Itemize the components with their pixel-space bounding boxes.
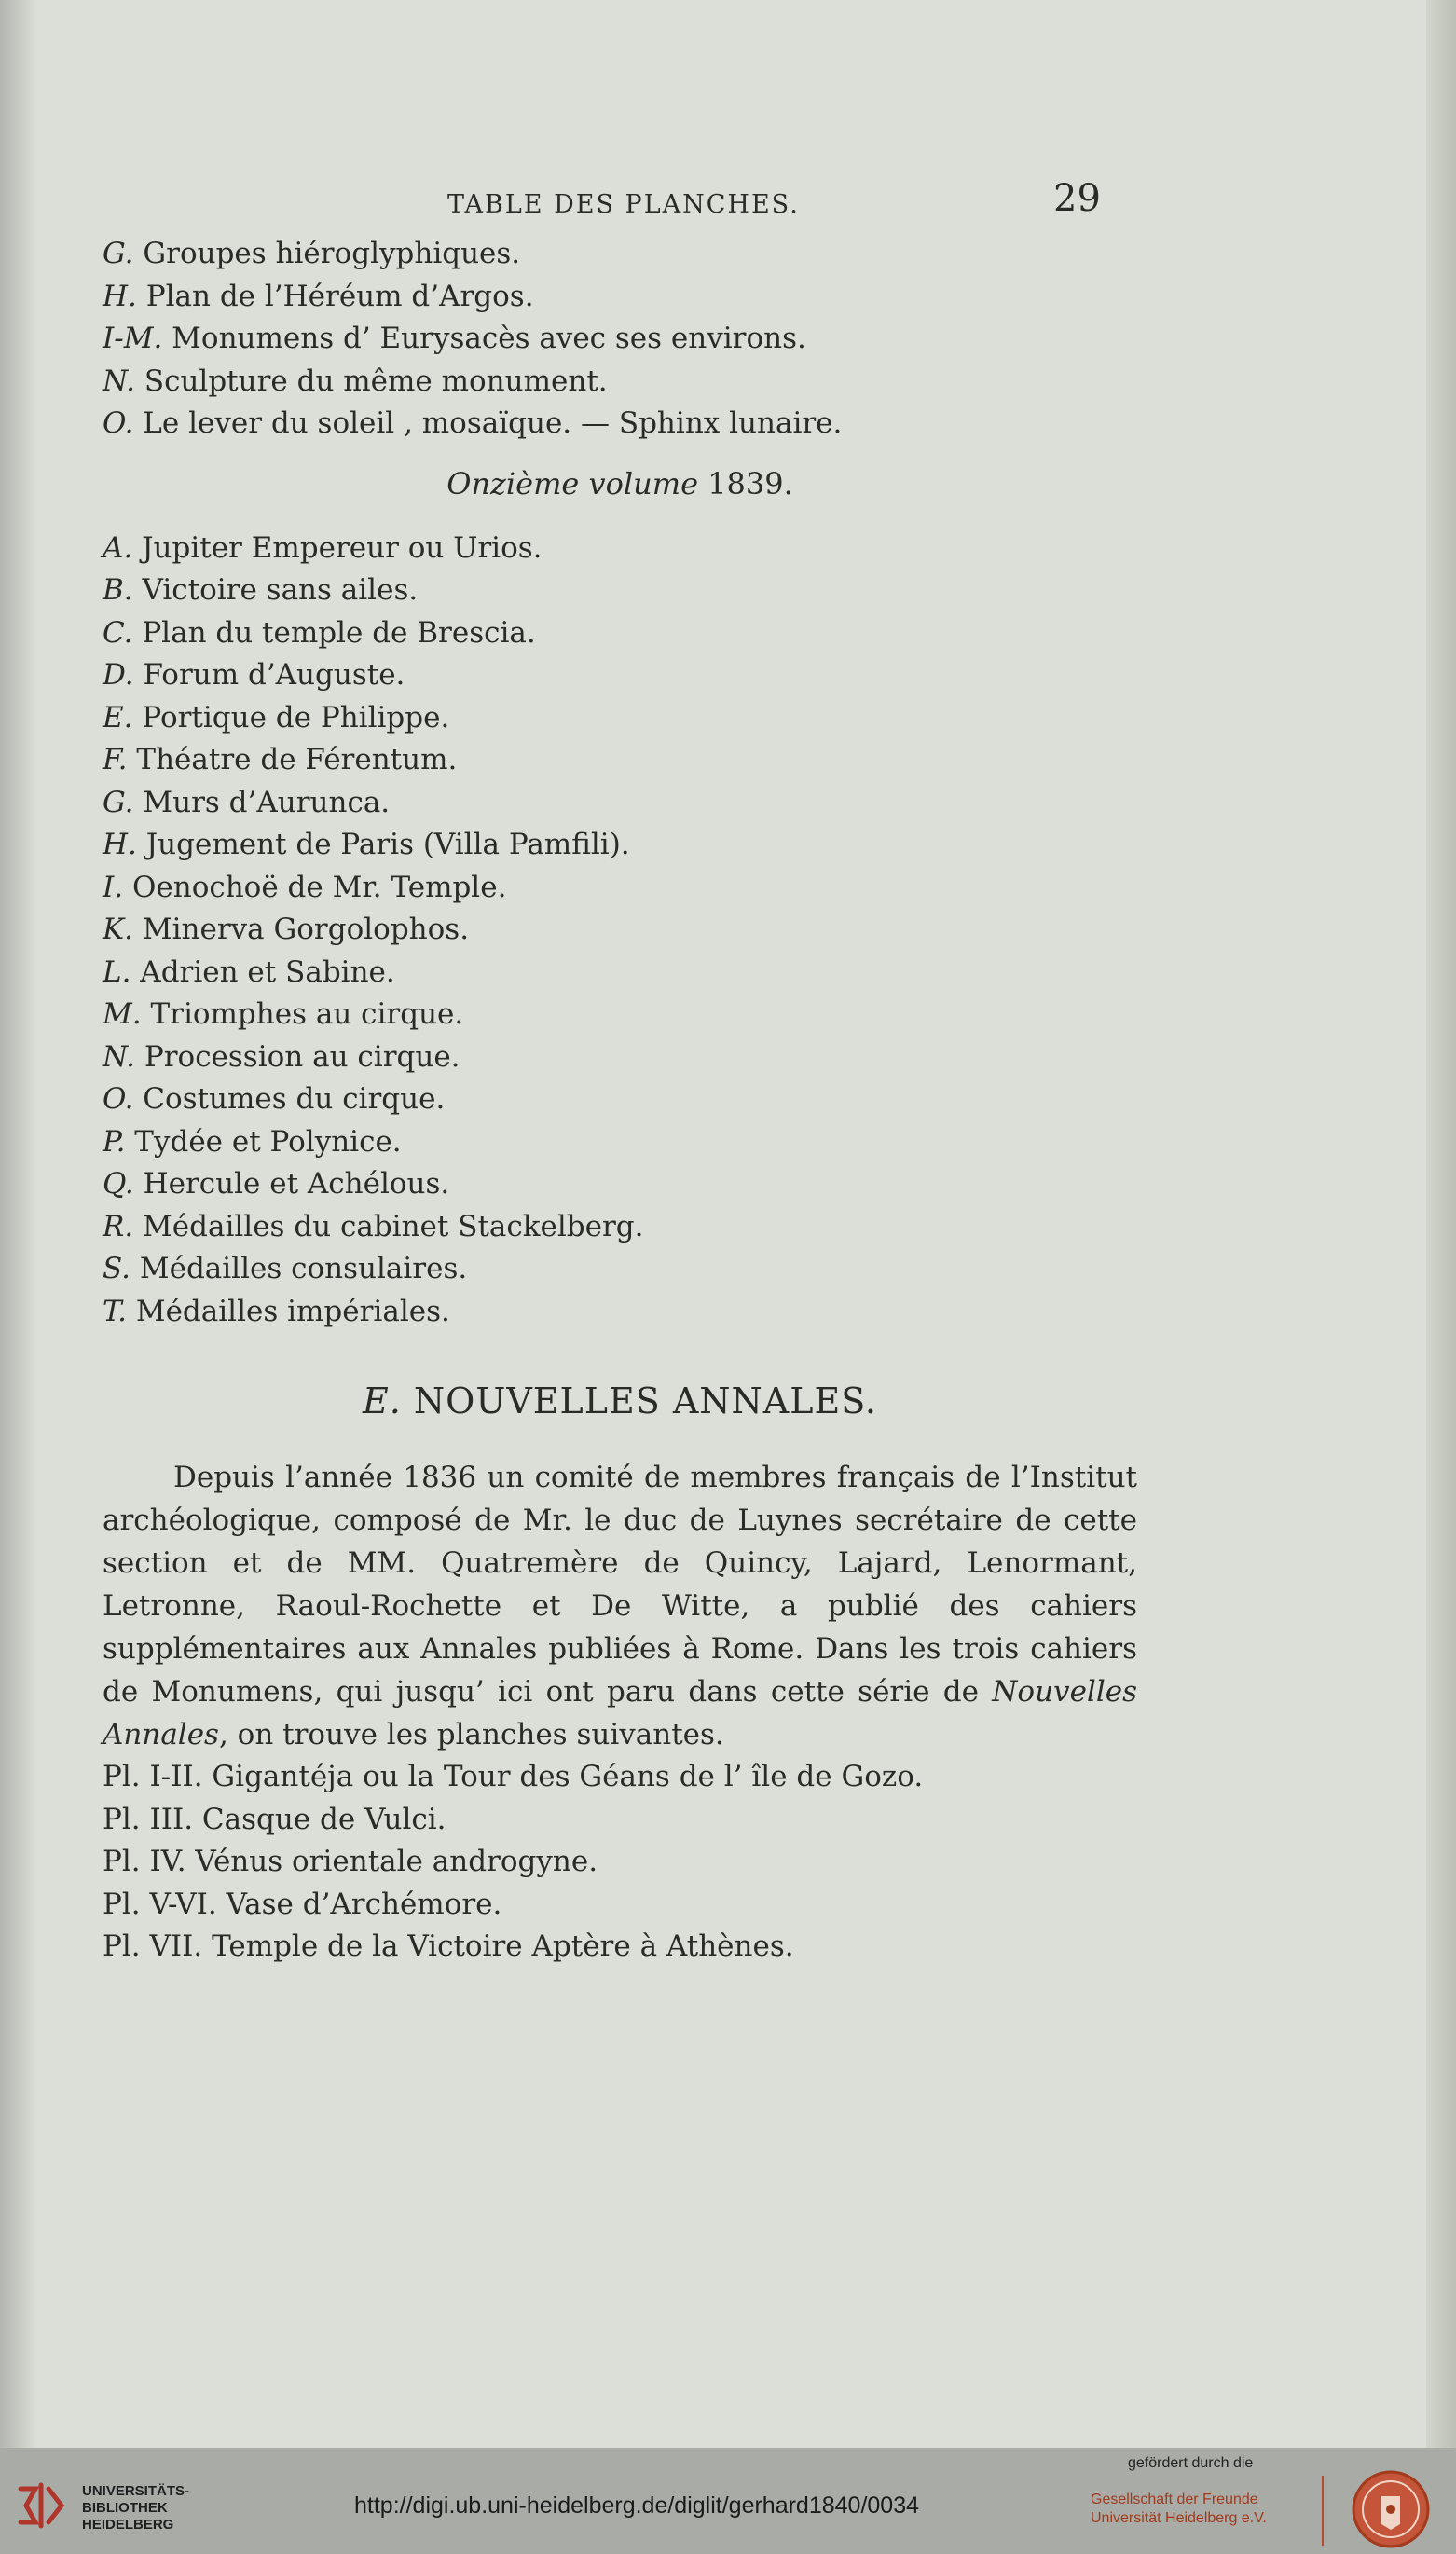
plate-entry bbox=[103, 782, 1137, 825]
plate-letter: O. bbox=[103, 406, 134, 440]
paragraph-italic: Nouvelles Annales bbox=[103, 1675, 1137, 1751]
plate-title: Théatre de Férentum. bbox=[127, 743, 458, 776]
plate-title: Temple de la Victoire Aptère à Athènes. bbox=[202, 1929, 794, 1963]
university-seal-icon bbox=[1333, 2468, 1449, 2550]
plate-entry bbox=[103, 276, 1137, 319]
plate-title: Médailles du cabinet Stackelberg. bbox=[133, 1209, 644, 1243]
plate-entry bbox=[103, 697, 1137, 740]
plate-letter: S. bbox=[103, 1252, 130, 1285]
plate-entry bbox=[103, 612, 1137, 655]
plate-list-annales bbox=[103, 1756, 1137, 1969]
plate-title: Tydée et Polynice. bbox=[125, 1124, 402, 1159]
plate-letter: O. bbox=[103, 1082, 134, 1116]
plate-title: Jugement de Paris (Villa Pamfili). bbox=[136, 828, 630, 861]
plate-title: Le lever du soleil , mosaïque. — Sphinx lunaire. bbox=[133, 406, 843, 440]
plate-letter: R. bbox=[103, 1209, 134, 1243]
plate-title: Sculpture du même monument. bbox=[135, 364, 608, 398]
plate-entry bbox=[103, 1121, 1137, 1164]
sponsor-label: gefördert durch die bbox=[1128, 2455, 1254, 2471]
page-content bbox=[103, 177, 1137, 1969]
volume-heading-year: 1839. bbox=[698, 465, 793, 501]
plate-title: Jupiter Empereur ou Urios. bbox=[132, 530, 543, 565]
plate-entry bbox=[103, 909, 1137, 952]
plate-title: Victoire sans ailes. bbox=[132, 573, 419, 607]
plate-number: Pl. VII. bbox=[103, 1929, 203, 1963]
plate-letter: A. bbox=[103, 530, 133, 565]
plate-entry bbox=[103, 1841, 1137, 1884]
plate-entry bbox=[103, 1206, 1137, 1249]
plate-title: Adrien et Sabine. bbox=[130, 954, 395, 989]
paragraph-text-end: , on trouve les planches suivantes. bbox=[218, 1718, 724, 1751]
paragraph-text: Depuis l’année 1836 un comité de membres français de l’Institut archéologique, composé de Mr. le duc de Luynes secrétaire de cette section et de MM. Quatremère de Quincy, Lajard, Lenormant, Letronne, Raoul-Rochette et De Witte, a publié des cahiers supplémentaires aux Annales publiées à Rome. Dans les trois cahiers de Monumens, qui jusqu’ ici ont paru dans cette série de bbox=[103, 1461, 1137, 1709]
body-paragraph bbox=[103, 1456, 1137, 1756]
plate-title: Hercule et Achélous. bbox=[133, 1167, 450, 1201]
plate-entry bbox=[103, 1756, 1137, 1799]
library-name-line2: BIBLIOTHEK bbox=[82, 2500, 168, 2516]
plate-title: Casque de Vulci. bbox=[193, 1802, 446, 1836]
plate-entry bbox=[103, 570, 1137, 612]
page-edge bbox=[1426, 0, 1456, 2448]
plate-title: Vase d’Archémore. bbox=[216, 1887, 502, 1921]
plate-number: Pl. IV. bbox=[103, 1845, 186, 1878]
sponsor-name-line2: Universität Heidelberg e.V. bbox=[1091, 2510, 1267, 2526]
plate-letter: B. bbox=[103, 573, 133, 607]
page-number: 29 bbox=[1053, 177, 1101, 220]
section-letter: E. bbox=[363, 1380, 402, 1421]
plate-title: Costumes du cirque. bbox=[133, 1082, 446, 1116]
running-title: TABLE DES PLANCHES. bbox=[447, 190, 800, 219]
plate-letter: M. bbox=[103, 997, 142, 1031]
plate-letter: T. bbox=[103, 1294, 127, 1328]
plate-entry bbox=[103, 318, 1137, 361]
footer-bar bbox=[0, 2448, 1456, 2554]
plate-entry bbox=[103, 739, 1137, 782]
plate-letter: L. bbox=[103, 954, 131, 989]
plate-title: Plan de l’Héréum d’Argos. bbox=[136, 279, 534, 313]
plate-entry bbox=[103, 952, 1137, 995]
plate-entry bbox=[103, 403, 1137, 446]
plate-letter: F. bbox=[103, 743, 128, 776]
plate-title: Gigantéja ou la Tour des Géans de l’ île de Gozo. bbox=[202, 1760, 924, 1793]
plate-letter: G. bbox=[103, 785, 134, 819]
section-title: NOUVELLES ANNALES. bbox=[401, 1380, 877, 1421]
plate-list-top bbox=[103, 233, 1137, 446]
plate-letter: H. bbox=[103, 828, 137, 861]
plate-entry bbox=[103, 1078, 1137, 1121]
plate-entry bbox=[103, 1163, 1137, 1206]
plate-title: Triomphes au cirque. bbox=[141, 997, 464, 1031]
sponsor-name[interactable] bbox=[1091, 2491, 1267, 2528]
plate-letter: Q. bbox=[103, 1167, 134, 1201]
plate-title: Oenochoë de Mr. Temple. bbox=[123, 870, 507, 904]
plate-letter: I-M. bbox=[103, 322, 163, 355]
plate-letter: I. bbox=[103, 870, 124, 904]
plate-letter: E. bbox=[103, 700, 133, 735]
library-name-line1: UNIVERSITÄTS- bbox=[82, 2483, 190, 2499]
plate-title: Minerva Gorgolophos. bbox=[133, 913, 470, 946]
library-name[interactable] bbox=[82, 2483, 189, 2533]
library-logo-icon[interactable] bbox=[13, 2478, 69, 2533]
plate-title: Vénus orientale androgyne. bbox=[185, 1845, 598, 1878]
plate-letter: H. bbox=[103, 279, 137, 313]
plate-letter: G. bbox=[103, 237, 134, 270]
binding-shadow bbox=[0, 0, 37, 2448]
plate-number: Pl. III. bbox=[103, 1802, 194, 1836]
plate-letter: D. bbox=[103, 658, 134, 692]
plate-letter: N. bbox=[103, 1039, 135, 1074]
plate-entry bbox=[103, 528, 1137, 570]
plate-entry bbox=[103, 867, 1137, 910]
running-head bbox=[103, 177, 1137, 233]
plate-entry bbox=[103, 1884, 1137, 1927]
plate-title: Groupes hiéroglyphiques. bbox=[133, 237, 521, 270]
plate-entry bbox=[103, 1291, 1137, 1334]
plate-list-volume bbox=[103, 528, 1137, 1334]
plate-entry bbox=[103, 361, 1137, 404]
section-heading bbox=[103, 1378, 1137, 1424]
plate-number: Pl. I-II. bbox=[103, 1760, 203, 1793]
plate-title: Portique de Philippe. bbox=[132, 700, 450, 735]
plate-entry bbox=[103, 1037, 1137, 1079]
plate-title: Monumens d’ Eurysacès avec ses environs. bbox=[162, 322, 806, 355]
plate-letter: N. bbox=[103, 364, 135, 398]
plate-entry bbox=[103, 1799, 1137, 1842]
plate-title: Médailles impériales. bbox=[126, 1294, 450, 1328]
plate-entry bbox=[103, 1926, 1137, 1969]
sponsor-divider bbox=[1322, 2476, 1324, 2546]
volume-heading-title: Onzième volume bbox=[446, 465, 698, 501]
sponsor-name-line1: Gesellschaft der Freunde bbox=[1091, 2492, 1258, 2507]
plate-letter: P. bbox=[103, 1124, 126, 1159]
plate-title: Forum d’Auguste. bbox=[133, 658, 405, 692]
plate-letter: C. bbox=[103, 615, 133, 650]
plate-entry bbox=[103, 233, 1137, 276]
plate-entry bbox=[103, 824, 1137, 867]
plate-title: Médailles consulaires. bbox=[130, 1252, 468, 1285]
plate-title: Murs d’Aurunca. bbox=[133, 785, 391, 819]
plate-entry bbox=[103, 1248, 1137, 1291]
permalink-url[interactable]: http://digi.ub.uni-heidelberg.de/diglit/gerhard1840/0034 bbox=[354, 2492, 920, 2519]
plate-entry bbox=[103, 994, 1137, 1037]
plate-title: Procession au cirque. bbox=[135, 1039, 460, 1074]
plate-entry bbox=[103, 654, 1137, 697]
plate-number: Pl. V-VI. bbox=[103, 1887, 217, 1921]
plate-title: Plan du temple de Brescia. bbox=[132, 615, 536, 650]
volume-heading bbox=[103, 464, 1137, 503]
library-name-line3: HEIDELBERG bbox=[82, 2517, 174, 2533]
plate-letter: K. bbox=[103, 913, 134, 946]
